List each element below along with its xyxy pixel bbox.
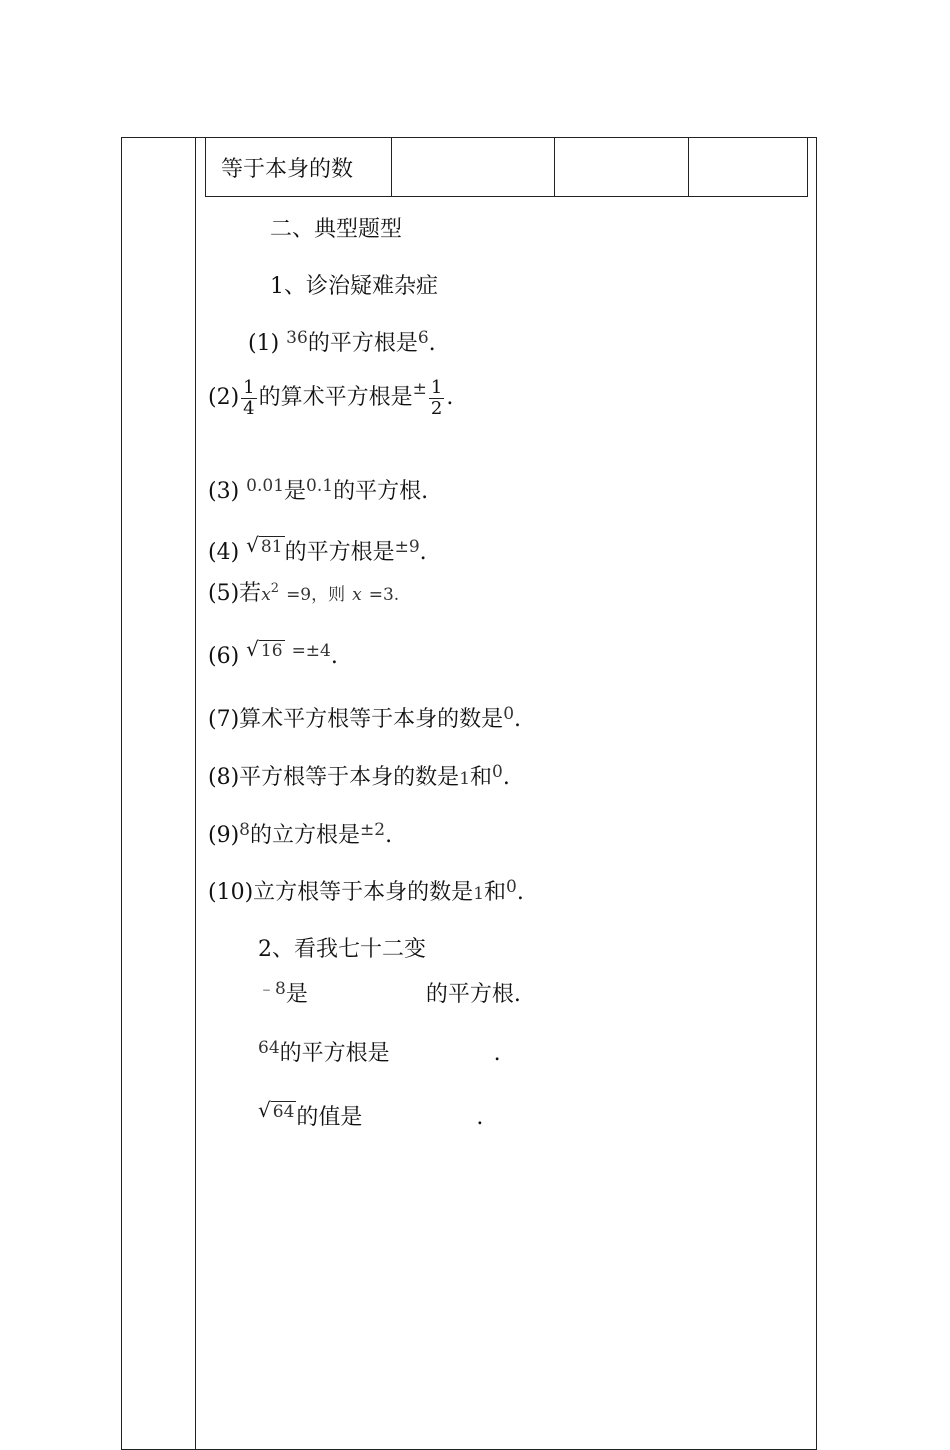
item-number: (6)	[208, 644, 240, 669]
item-number: (3)	[208, 479, 240, 504]
part2-title: 2、看我七十二变	[258, 937, 426, 962]
column-divider	[195, 137, 196, 1450]
fill-item-2	[258, 1040, 501, 1069]
math-value: 8	[239, 820, 250, 840]
item-1	[248, 330, 436, 359]
item-text: 平方根等于本身的数是	[239, 765, 460, 790]
item-end: .	[428, 331, 436, 356]
math-text: =9，则	[286, 585, 346, 605]
item-7	[208, 706, 521, 735]
table-cell	[689, 138, 807, 196]
item-number: (10)	[208, 880, 254, 905]
item-end: .	[502, 765, 510, 790]
item-end: .	[493, 1041, 501, 1066]
math-value: ±2	[360, 820, 386, 840]
exponent: 2	[270, 581, 280, 596]
math-value: 1	[459, 769, 471, 789]
radicand: 64	[272, 1102, 295, 1122]
item-4	[208, 533, 427, 568]
table-cell	[555, 138, 689, 196]
math-value: 64	[258, 1038, 280, 1058]
square-root	[246, 635, 284, 665]
item-end: .	[419, 540, 427, 565]
math-value: ±9	[394, 537, 420, 557]
section-title: 二、典型题型	[270, 217, 403, 242]
variable-x: x	[352, 585, 362, 605]
item-text: 和	[484, 880, 507, 905]
fill-item-3	[258, 1098, 484, 1133]
math-value: 0	[503, 704, 515, 724]
radical-sign: √	[246, 637, 259, 661]
square-root	[258, 1096, 296, 1126]
item-number: (5)	[208, 581, 240, 606]
math-value: 0	[492, 762, 503, 782]
table-cell-label: 等于本身的数	[206, 138, 392, 196]
radicand: 81	[260, 537, 283, 557]
item-text: 的平方根是	[284, 540, 395, 565]
plus-minus: ±	[412, 379, 427, 399]
item-text: 算术平方根等于本身的数是	[239, 707, 504, 732]
item-text: 的平方根.	[333, 479, 429, 504]
item-6	[208, 637, 338, 672]
item-text: 是	[285, 982, 308, 1007]
item-number: (1)	[248, 331, 280, 356]
math-text: =±4	[291, 641, 331, 661]
item-text: 的平方根是	[279, 1041, 390, 1066]
outer-table-frame	[121, 137, 817, 1450]
item-text: 立方根等于本身的数是	[253, 880, 474, 905]
math-value: 0.1	[306, 476, 334, 496]
fraction-numerator: 1	[243, 376, 255, 398]
item-text: 的平方根是	[307, 331, 418, 356]
item-2	[208, 376, 453, 421]
radical-sign: √	[246, 533, 259, 557]
item-10	[208, 879, 524, 908]
item-number: (4)	[208, 540, 240, 565]
item-end: .	[446, 385, 454, 410]
item-end: .	[476, 1105, 484, 1130]
item-text: 是	[284, 479, 307, 504]
math-value: 0.01	[246, 476, 285, 496]
square-root	[246, 531, 284, 561]
math-value: 36	[286, 328, 308, 348]
item-8	[208, 764, 510, 793]
radical-sign: √	[258, 1098, 271, 1122]
radicand: 16	[260, 641, 283, 661]
math-text: =3.	[368, 585, 400, 605]
math-value: 0	[506, 877, 517, 897]
inner-table-row	[205, 138, 808, 197]
item-text: 若	[239, 581, 262, 606]
item-end: .	[514, 707, 522, 732]
fraction-denominator: 2	[430, 397, 443, 419]
item-end: .	[330, 644, 338, 669]
fill-item-1	[258, 981, 521, 1010]
fraction-numerator: 1	[430, 376, 443, 398]
item-5	[208, 580, 399, 611]
variable-x: x	[261, 585, 271, 605]
item-9	[208, 822, 392, 851]
math-value: 6	[417, 328, 429, 348]
item-end: .	[516, 880, 524, 905]
item-number: (8)	[208, 765, 240, 790]
item-number: (9)	[208, 823, 240, 848]
item-number: (7)	[208, 707, 240, 732]
item-text: 的平方根.	[425, 982, 521, 1007]
item-text: 和	[470, 765, 493, 790]
math-value: 1	[473, 884, 485, 904]
item-end: .	[385, 823, 393, 848]
table-cell	[392, 138, 555, 196]
item-3	[208, 478, 428, 507]
item-text: 的立方根是	[250, 823, 361, 848]
part1-title: 1、诊治疑难杂症	[270, 274, 438, 299]
fraction	[241, 378, 256, 419]
item-text: 的算术平方根是	[258, 385, 413, 410]
fraction	[429, 378, 444, 419]
item-number: (2)	[208, 385, 240, 410]
math-value: ﹣8	[258, 979, 286, 999]
item-text: 的值是	[296, 1105, 363, 1130]
fraction-denominator: 4	[243, 397, 255, 419]
